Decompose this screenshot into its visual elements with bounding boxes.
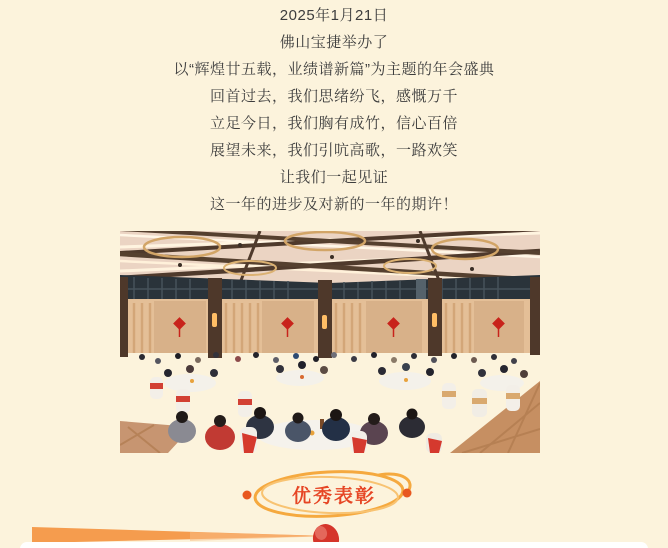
intro-line: 这一年的进步及对新的一年的期许！: [209, 196, 458, 213]
intro-line-date: 2025年1月21日: [279, 7, 389, 24]
banquet-photo-graphic: [120, 231, 540, 453]
intro-line: 展望未来，我们引吭高歌，一路欢笑: [209, 142, 458, 159]
next-section-card-edge: [20, 542, 648, 548]
intro-line: 回首过去，我们思绪纷飞，感慨万千: [209, 88, 458, 105]
banquet-photo: [120, 231, 540, 453]
intro-line: 让我们一起见证: [279, 169, 389, 186]
intro-line: 以“辉煌廿五载，业绩谱新篇”为主题的年会盛典: [173, 61, 495, 78]
intro-line: 佛山宝捷举办了: [279, 34, 389, 51]
section-badge-commendation: [0, 466, 668, 524]
intro-line: 立足今日，我们胸有成竹，信心百倍: [209, 115, 458, 132]
badge-label: 优秀表彰: [291, 485, 376, 507]
intro-text-block: [0, 0, 668, 218]
